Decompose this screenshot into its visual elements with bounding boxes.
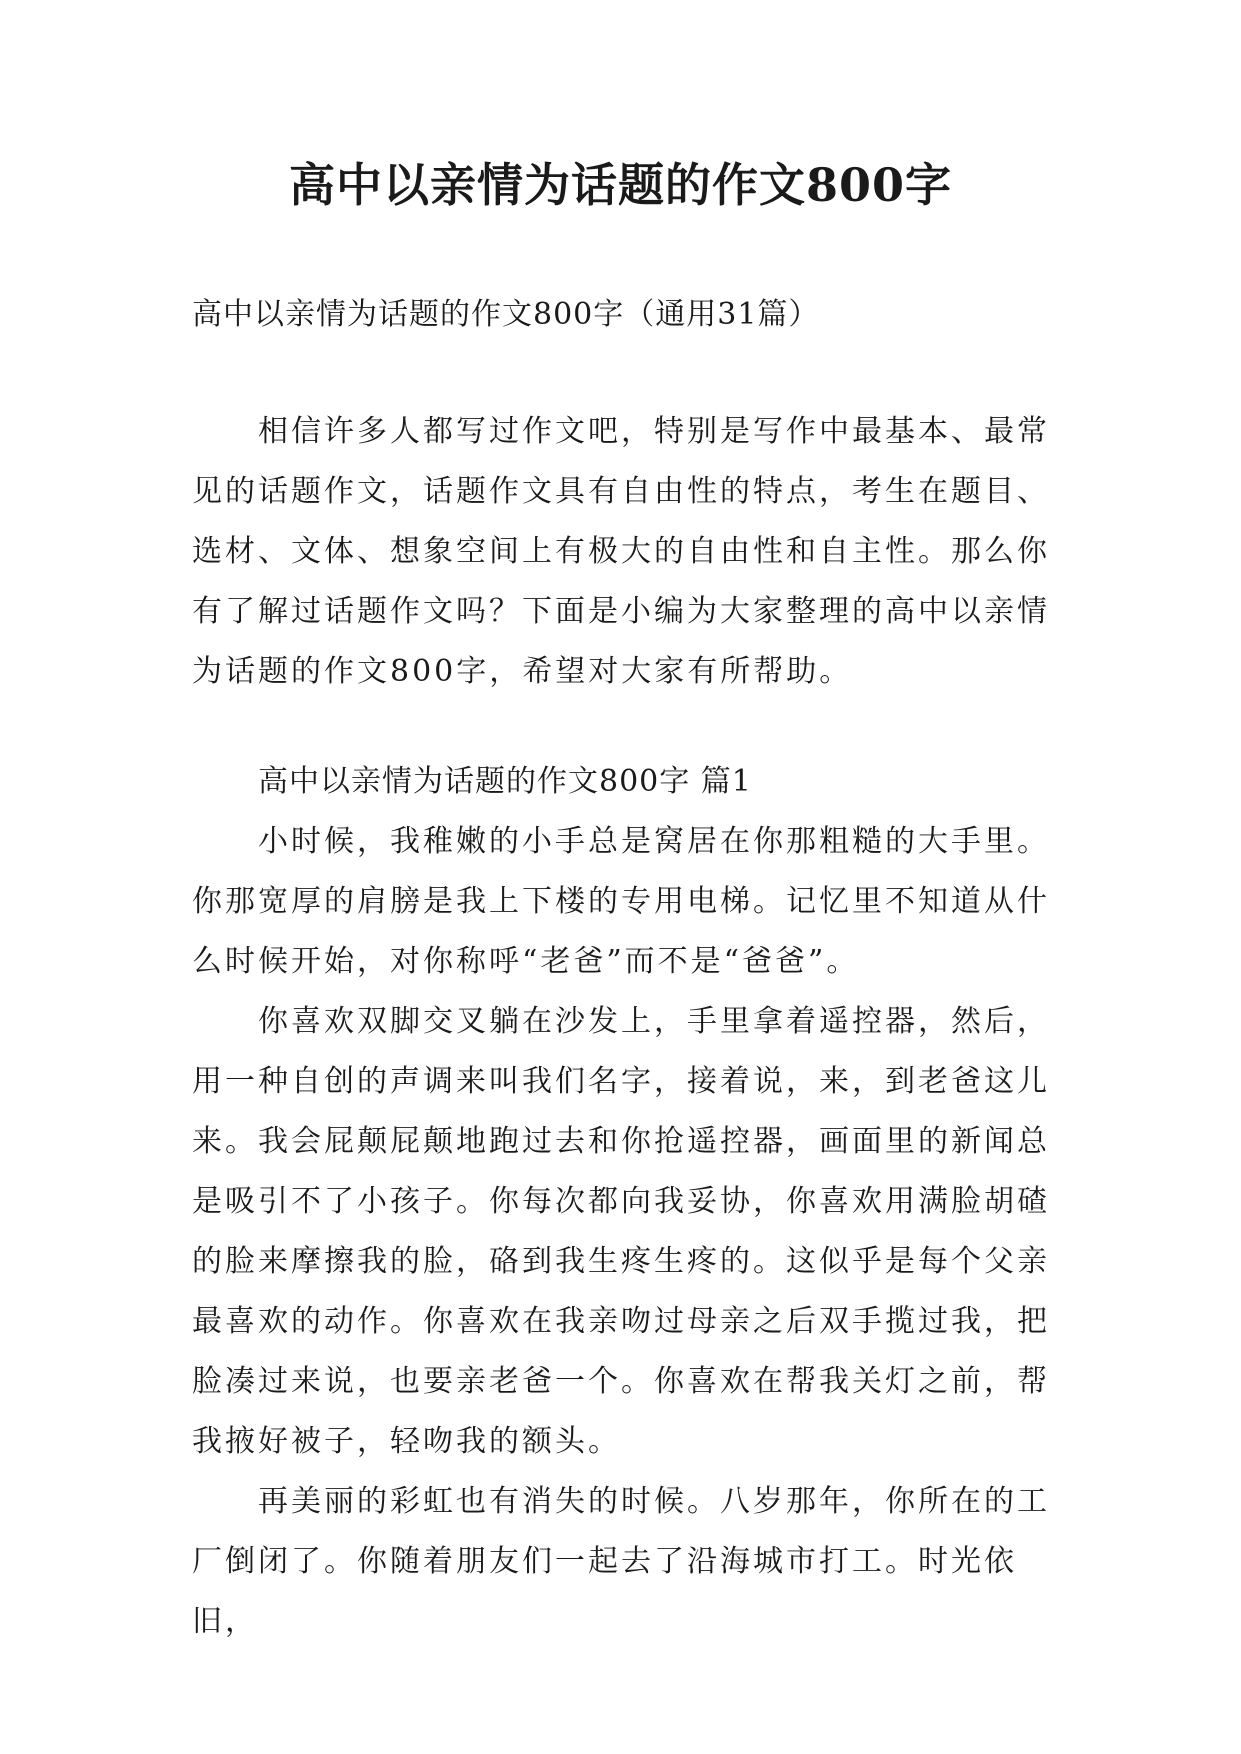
document-subtitle: 高中以亲情为话题的作文800字（通用31篇） [192,297,820,332]
essay-paragraph: 小时候，我稚嫩的小手总是窝居在你那粗糙的大手里。你那宽厚的肩膀是我上下楼的专用电梯。记忆里不知道从什么时候开始，对你称呼“老爸”而不是“爸爸”。 [192,824,1050,979]
essay-paragraph: 你喜欢双脚交叉躺在沙发上，手里拿着遥控器，然后，用一种自创的声调来叫我们名字，接着说，来，到老爸这儿来。我会屁颠屁颠地跑过去和你抢遥控器，画面里的新闻总是吸引不了小孩子。你每次都向我妥协，你喜欢用满脸胡碴的脸来摩擦我的脸，硌到我生疼生疼的。这似乎是每个父亲最喜欢的动作。你喜欢在我亲吻过母亲之后双手揽过我，把脸凑过来说，也要亲老爸一个。你喜欢在帮我关灯之前，帮我掖好被子，轻吻我的额头。 [192,1004,1050,1459]
essay-body [192,812,1072,1652]
section-heading: 高中以亲情为话题的作文800字 篇1 [258,764,752,799]
essay-paragraph: 再美丽的彩虹也有消失的时候。八岁那年，你所在的工厂倒闭了。你随着朋友们一起去了沿海城市打工。时光依旧， [192,1484,1050,1639]
intro-paragraph: 相信许多人都写过作文吧，特别是写作中最基本、最常见的话题作文，话题作文具有自由性的特点，考生在题目、选材、文体、想象空间上有极大的自由性和自主性。那么你有了解过话题作文吗？下面是小编为大家整理的高中以亲情为话题的作文800字，希望对大家有所帮助。 [192,414,1050,689]
document-title: 高中以亲情为话题的作文800字 [288,158,953,212]
